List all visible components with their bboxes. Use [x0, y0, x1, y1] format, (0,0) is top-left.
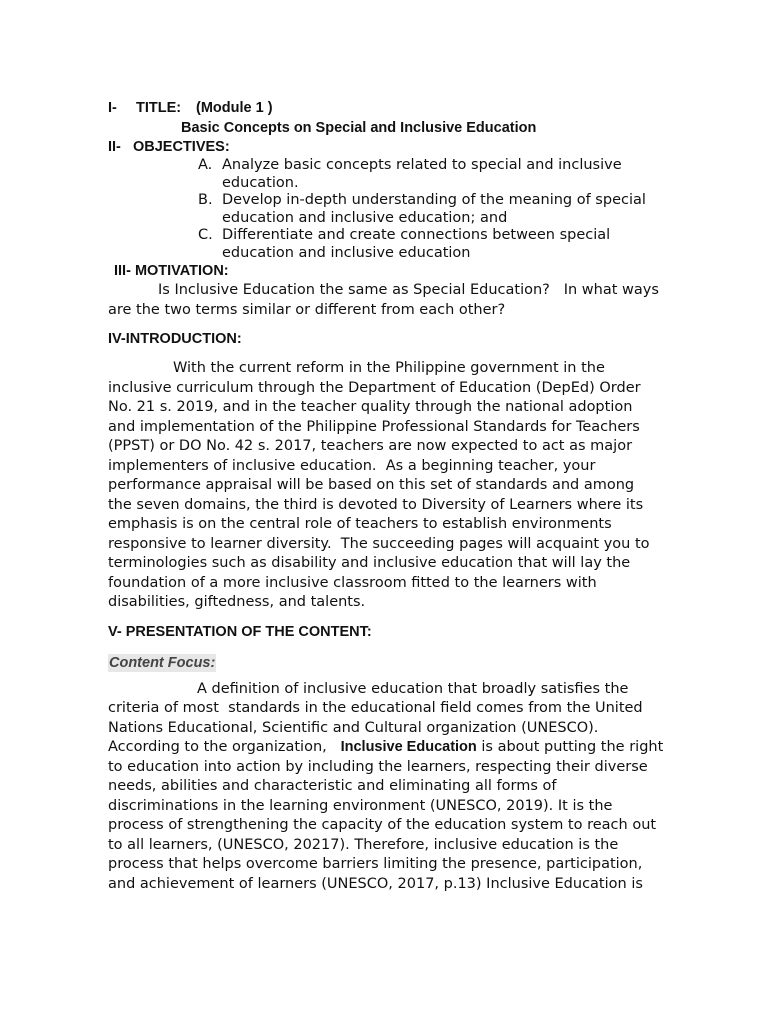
introduction-paragraph	[108, 359, 708, 613]
content-focus-row	[108, 652, 708, 672]
presentation-line: to all learners, (UNESCO, 20217). Therefore, inclusive education is the	[108, 836, 619, 853]
objective-item	[198, 192, 708, 227]
objective-item	[198, 157, 708, 192]
presentation-line: is about putting the right	[476, 739, 664, 755]
objective-text: education.	[222, 174, 299, 191]
section-number: I-	[108, 100, 117, 116]
motivation-line: are the two terms similar or different from each other?	[108, 301, 506, 318]
introduction-line: terminologies such as disability and inclusive education that will lay the	[108, 555, 631, 571]
presentation-line: discriminations in the learning environment (UNESCO, 2019). It is the	[108, 797, 613, 814]
introduction-heading: IV-INTRODUCTION:	[108, 331, 242, 347]
paragraph-line	[108, 359, 708, 379]
bold-term: Inclusive Education	[340, 739, 477, 755]
motivation-paragraph	[108, 281, 708, 320]
introduction-line: With the current reform in the Philippine government in the	[173, 360, 605, 376]
introduction-line: implementers of inclusive education. As a beginning teacher, your	[108, 457, 596, 474]
objective-letter: C.	[198, 227, 213, 243]
objectives-heading: II- OBJECTIVES:	[108, 139, 230, 155]
presentation-line: According to the organization,	[108, 739, 341, 755]
content-focus-label: Content Focus:	[109, 654, 216, 671]
objective-letter: B.	[198, 192, 213, 208]
paragraph-line	[108, 738, 708, 758]
paragraph-line	[108, 281, 708, 301]
document-page	[108, 99, 708, 894]
presentation-heading: V- PRESENTATION OF THE CONTENT:	[108, 623, 372, 640]
objective-text: Develop in-depth understanding of the meaning of special	[222, 192, 646, 208]
introduction-line: No. 21 s. 2019, and in the teacher quality through the national adoption	[108, 399, 633, 415]
module-label: (Module 1 )	[196, 100, 273, 116]
introduction-line: and implementation of the Philippine Professional Standards for Teachers	[108, 418, 640, 435]
module-subtitle: Basic Concepts on Special and Inclusive Education	[181, 120, 537, 136]
presentation-line: process that helps overcome barriers limiting the presence, participation,	[108, 856, 643, 872]
presentation-line: needs, abilities and characteristic and eliminating all forms of	[108, 778, 557, 794]
presentation-line: Nations Educational, Scientific and Cultural organization (UNESCO).	[108, 719, 599, 736]
presentation-line: criteria of most standards in the educational field comes from the United	[108, 700, 643, 716]
paragraph-line	[108, 680, 708, 700]
introduction-line: responsive to learner diversity. The succeeding pages will acquaint you to	[108, 535, 650, 552]
objective-letter: A.	[198, 157, 213, 173]
objective-text: Differentiate and create connections between special	[222, 227, 611, 243]
objective-text: education and inclusive education; and	[222, 209, 508, 226]
objective-item	[198, 227, 708, 262]
introduction-line: (PPST) or DO No. 42 s. 2017, teachers are now expected to act as major	[108, 438, 633, 454]
presentation-line: A definition of inclusive education that broadly satisfies the	[197, 680, 629, 697]
presentation-paragraph	[108, 680, 708, 895]
title-row	[108, 99, 708, 136]
presentation-line: process of strengthening the capacity of the education system to reach out	[108, 817, 657, 833]
introduction-line: performance appraisal will be based on this set of standards and among	[108, 477, 635, 493]
motivation-line: Is Inclusive Education the same as Special Education? In what ways	[158, 282, 659, 298]
introduction-line: disabilities, giftedness, and talents.	[108, 594, 366, 610]
objectives-list	[198, 157, 708, 262]
title-label: TITLE:	[136, 100, 182, 116]
presentation-line: to education into action by including the learners, respecting their diverse	[108, 758, 648, 775]
introduction-line: foundation of a more inclusive classroom fitted to the learners with	[108, 574, 597, 591]
introduction-line: inclusive curriculum through the Department of Education (DepEd) Order	[108, 379, 641, 396]
objective-text: education and inclusive education	[222, 244, 471, 261]
motivation-heading: III- MOTIVATION:	[114, 263, 229, 279]
objective-text: Analyze basic concepts related to special and inclusive	[222, 157, 622, 173]
introduction-line: the seven domains, the third is devoted to Diversity of Learners where its	[108, 496, 644, 513]
introduction-line: emphasis is on the central role of teachers to establish environments	[108, 516, 612, 532]
presentation-line: and achievement of learners (UNESCO, 2017, p.13) Inclusive Education is	[108, 875, 643, 892]
